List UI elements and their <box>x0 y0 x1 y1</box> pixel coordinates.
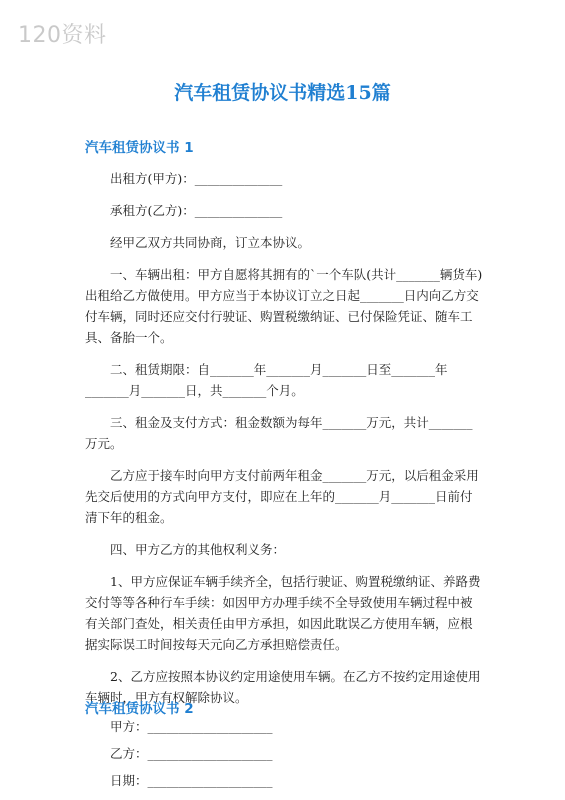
clause-2: 二、租赁期限：自_______年_______月_______日至_______年_______月_______日，共_______个月。 <box>85 362 448 398</box>
clause-3: 三、租金及支付方式：租金数额为每年_______万元，共计_______万元。 <box>85 415 473 451</box>
clause-4-item-1: 1、甲方应保证车辆手续齐全，包括行驶证、购置税缴纳证、养路费交付等等各种行车手续：如因甲方办理手续不全导致使用车辆过程中被有关部门查处，相关责任由甲方承担，如因此耽误乙方使用车辆，应根据实际误工时间按每天元向乙方承担赔偿责任。 <box>85 574 481 652</box>
section-2-heading: 汽车租赁协议书 2 <box>85 701 194 717</box>
clause-1: 一、车辆出租：甲方自愿将其拥有的`一个车队(共计_______辆货车)出租给乙方做使用。甲方应当于本协议订立之日起_______日内向乙方交付车辆，同时还应交付行驶证、购置税缴纳证、已付保险凭证、随车工具、备胎一个。 <box>85 267 483 345</box>
document-title: 汽车租赁协议书精选15篇 <box>174 82 391 104</box>
clause-4: 四、甲方乙方的其他权利义务： <box>110 542 286 557</box>
signature-party-a: 甲方：____________________ <box>110 719 273 734</box>
signature-party-b: 乙方：____________________ <box>110 746 273 761</box>
party-a-line: 出租方(甲方)：______________ <box>110 171 283 186</box>
watermark: 120资料 <box>18 23 107 48</box>
clause-4-item-2: 2、乙方应按照本协议约定用途使用车辆。在乙方不按约定用途使用车辆时，甲方有权解除协议。 <box>85 669 481 705</box>
intro-paragraph: 经甲乙双方共同协商，订立本协议。 <box>110 235 311 250</box>
clause-3-detail: 乙方应于接车时向甲方支付前两年租金_______万元，以后租金采用先交后使用的方式向甲方支付，即应在上年的_______月_______日前付清下年的租金。 <box>85 468 479 525</box>
signature-date: 日期：____________________ <box>110 773 273 788</box>
party-b-line: 承租方(乙方)：______________ <box>110 203 283 218</box>
section-1-heading: 汽车租赁协议书 1 <box>85 140 194 156</box>
